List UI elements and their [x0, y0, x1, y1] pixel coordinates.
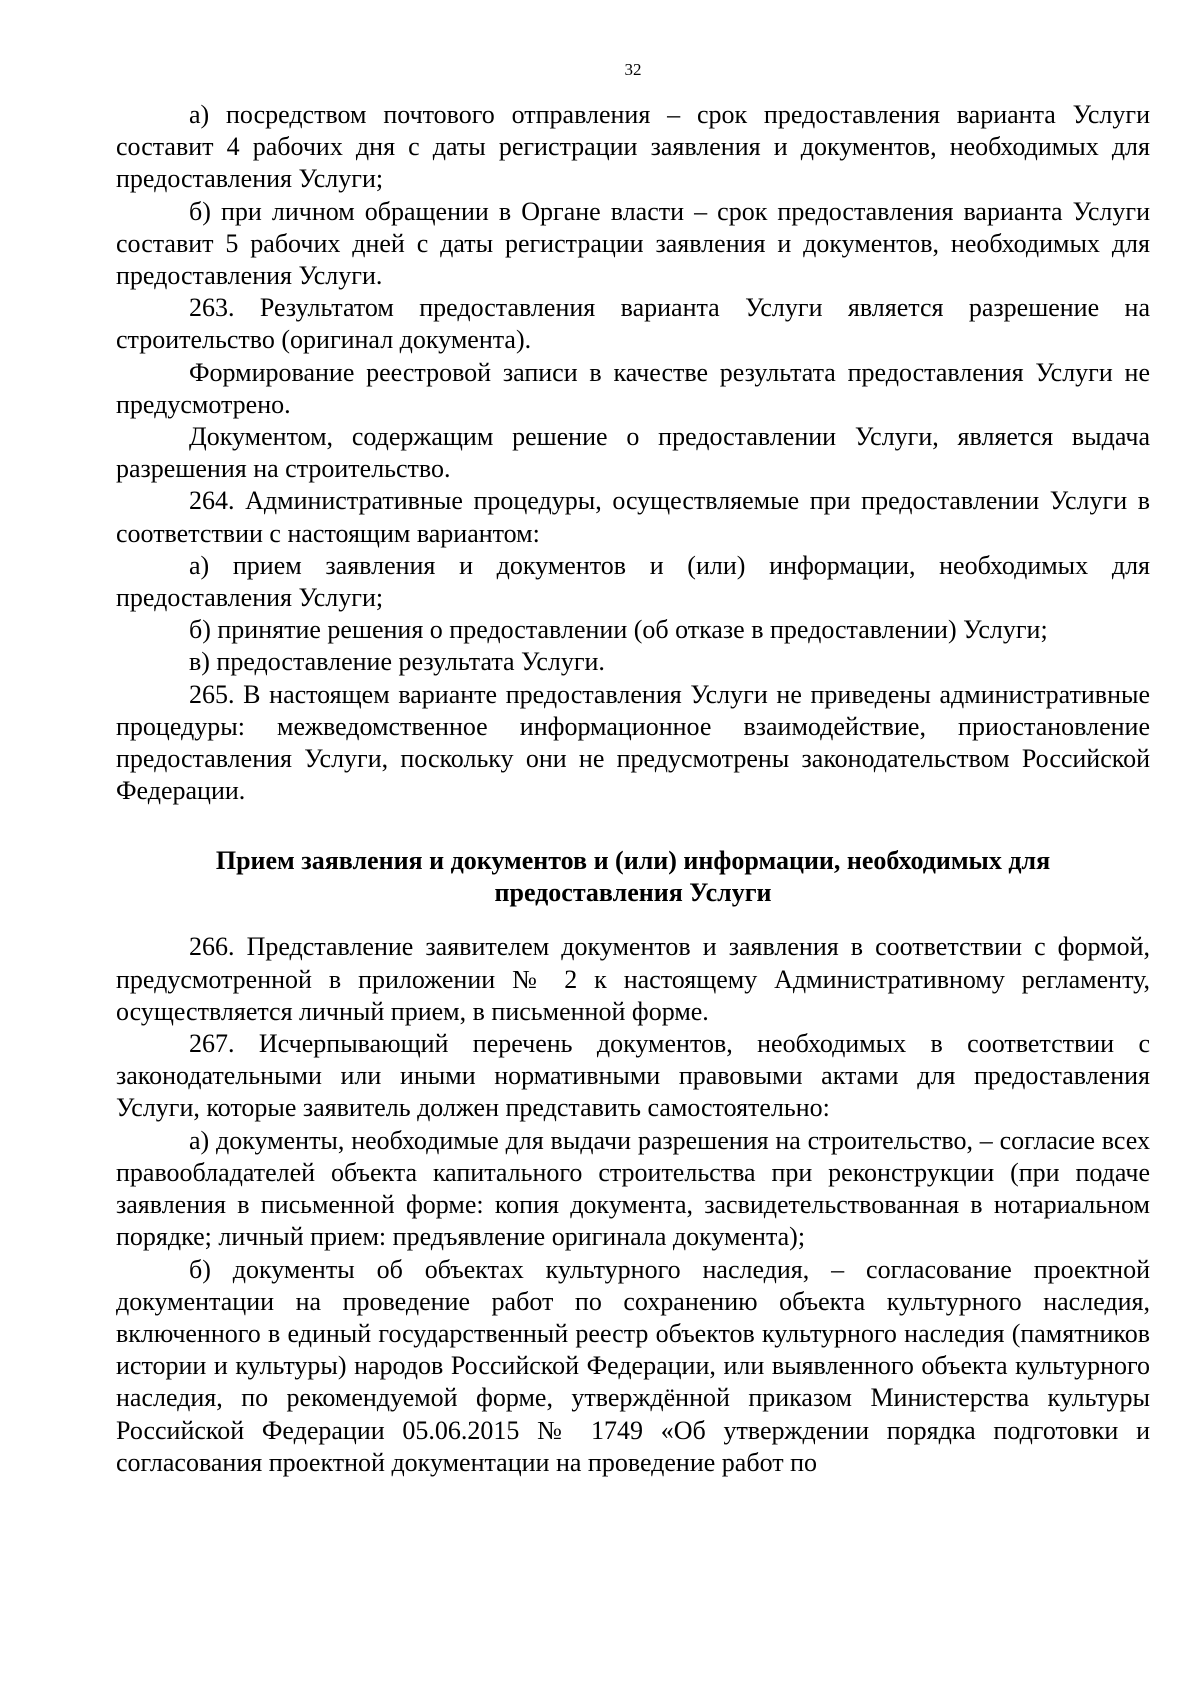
- paragraph-264-a: а) прием заявления и документов и (или) информации, необходимых для предоставления Услуги;: [116, 550, 1150, 613]
- paragraph-item-a-mail: а) посредством почтового отправления – срок предоставления варианта Услуги составит 4 рабочих дня с даты регистрации заявления и документов, необходимых для предоставления Услуги;: [116, 100, 1150, 194]
- paragraph-264-b: б) принятие решения о предоставлении (об отказе в предоставлении) Услуги;: [189, 615, 1048, 645]
- document-page: [116, 60, 1150, 1479]
- paragraph-264-c: в) предоставление результата Услуги.: [189, 647, 605, 677]
- paragraph-263: 263. Результатом предоставления варианта Услуги является разрешение на строительство (оригинал документа).: [116, 293, 1150, 355]
- paragraph-266: 266. Представление заявителем документов и заявления в соответствии с формой, предусмотренной в приложении № 2 к настоящему Административному регламенту, осуществляется личный прием, в письменной форме.: [116, 932, 1150, 1026]
- paragraph-267-b: б) документы об объектах культурного наследия, – согласование проектной документации на проведение работ по сохранению объекта культурного наследия, включенного в единый государственный реестр объектов культурного наследия (памятников истории и культуры) народов Российской Федерации, или выявленного объекта культурного наследия, по рекомендуемой форме, утверждённой приказом Министерства культуры Российской Федерации 05.06.2015 № 1749 «Об утверждении порядка подготовки и согласования проектной документации на проведение работ по: [116, 1254, 1150, 1477]
- paragraph-264: 264. Административные процедуры, осуществляемые при предоставлении Услуги в соответствии с настоящим вариантом:: [116, 486, 1150, 548]
- paragraph-registry-record: Формирование реестровой записи в качестве результата предоставления Услуги не предусмотрено.: [116, 357, 1150, 419]
- paragraph-267-a: а) документы, необходимые для выдачи разрешения на строительство, – согласие всех правообладателей объекта капитального строительства при реконструкции (при подаче заявления в письменной форме: копия документа, засвидетельствованная в нотариальном порядке; личный прием: предъявление оригинала документа);: [116, 1125, 1150, 1252]
- section-heading: Прием заявления и документов и (или) информации, необходимых для предоставления Услуги: [215, 846, 1051, 908]
- paragraph-decision-document: Документом, содержащим решение о предоставлении Услуги, является выдача разрешения на строительство.: [116, 422, 1150, 484]
- paragraph-item-b-personal: б) при личном обращении в Органе власти – срок предоставления варианта Услуги составит 5 рабочих дней с даты регистрации заявления и документов, необходимых для предоставления Услуги.: [116, 196, 1150, 291]
- paragraph-265: 265. В настоящем варианте предоставления Услуги не приведены административные процедуры: межведомственное информационное взаимодействие, приостановление предоставления Услуги, поскольку они не предусмотрены законодательством Российской Федерации.: [116, 679, 1150, 806]
- page-number: 32: [624, 60, 642, 79]
- paragraph-267: 267. Исчерпывающий перечень документов, необходимых в соответствии с законодательными или иными нормативными правовыми актами для предоставления Услуги, которые заявитель должен представить самостоятельно:: [116, 1029, 1150, 1123]
